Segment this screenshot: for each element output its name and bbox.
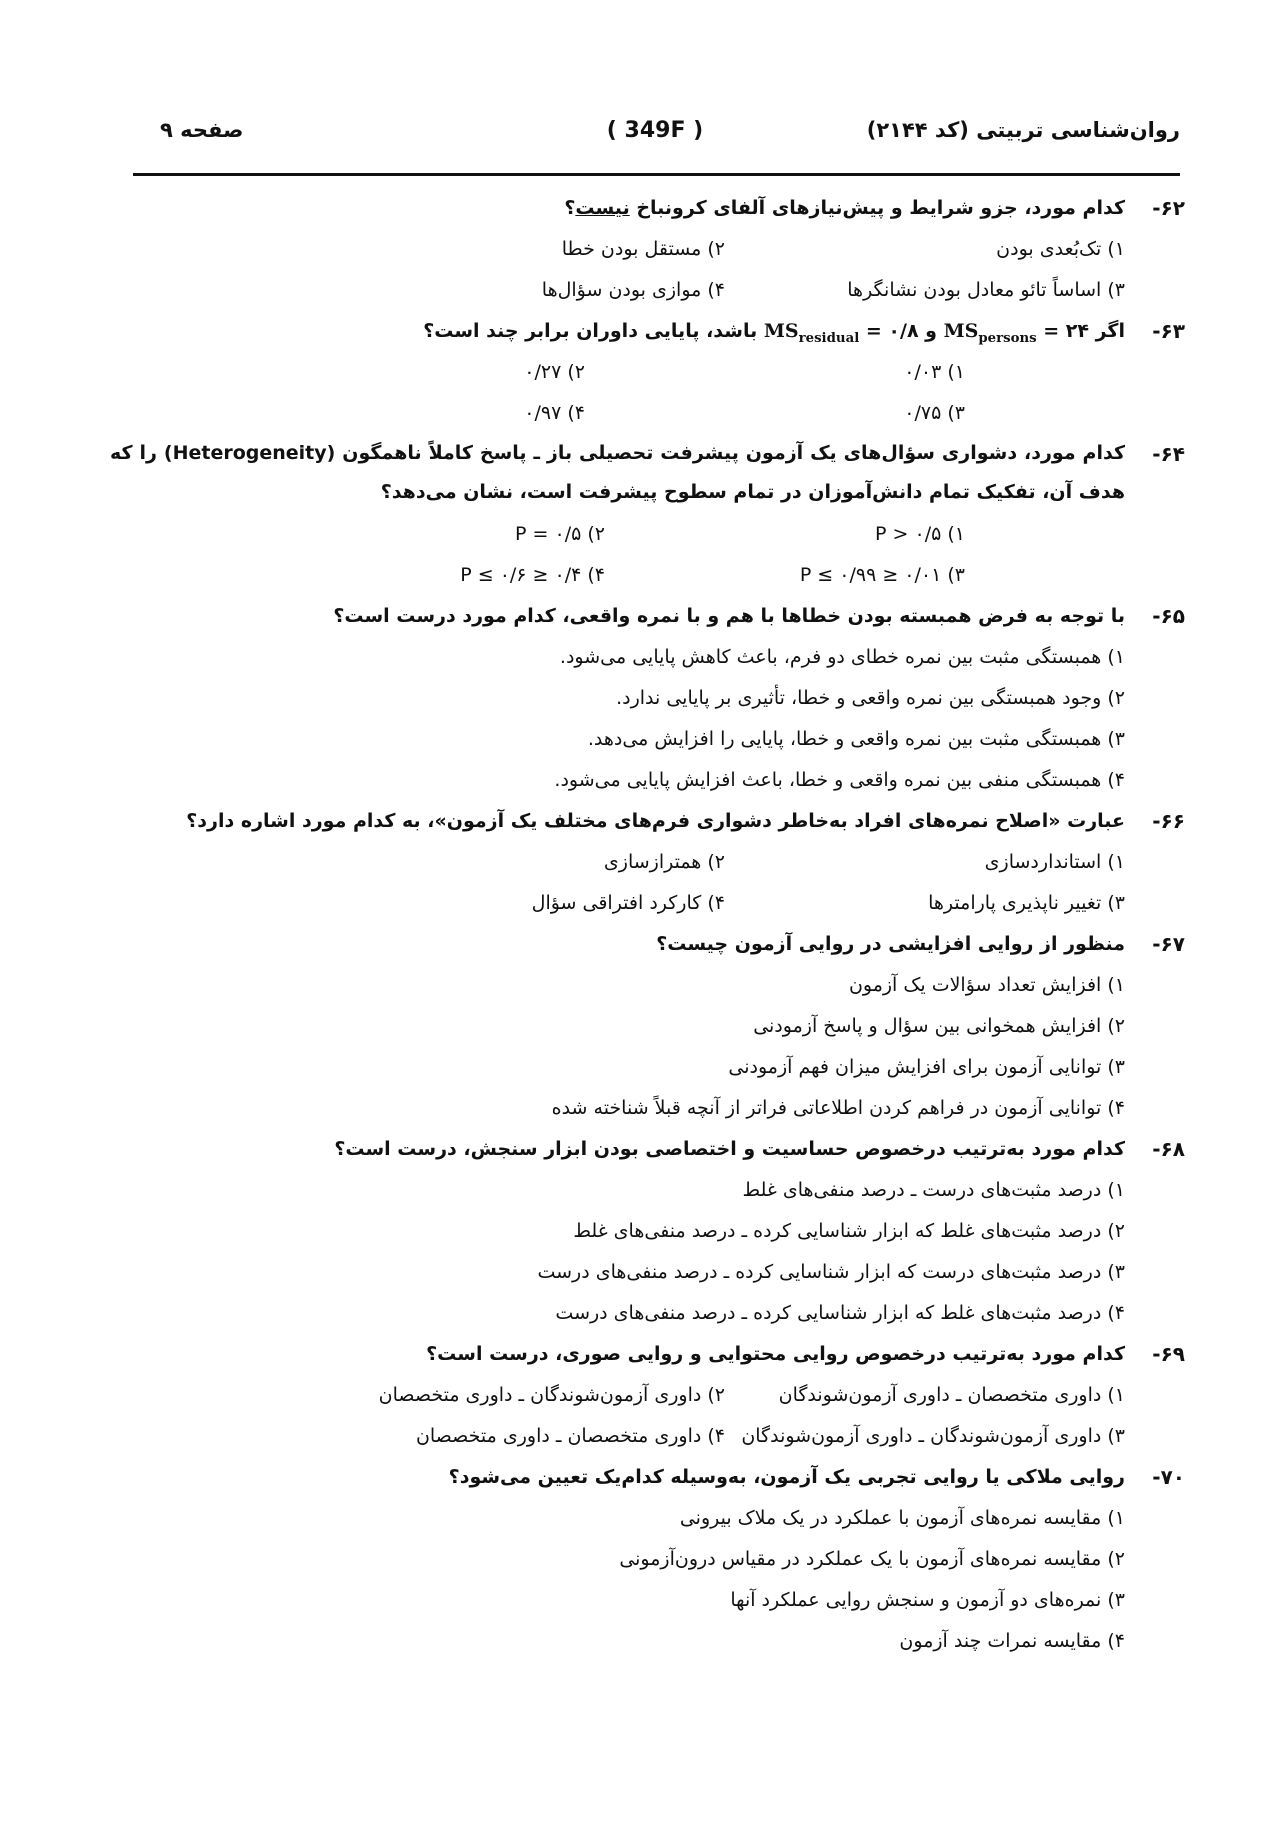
option-1[interactable]: ۱) ۰/۵ < P (875, 523, 965, 545)
option-2[interactable]: ۲) درصد مثبت‌های غلط که ابزار شناسایی کرده ـ درصد منفی‌های غلط (573, 1220, 1125, 1242)
question-number: ۶۹- (1152, 1342, 1185, 1366)
option-1[interactable]: ۱) همبستگی مثبت بین نمره خطای دو فرم، باعث کاهش پایایی می‌شود. (559, 646, 1125, 668)
option-2[interactable]: ۲) P = ۰/۵ (515, 523, 605, 545)
option-3[interactable]: ۳) همبستگی مثبت بین نمره واقعی و خطا، پایایی را افزایش می‌دهد. (587, 728, 1125, 750)
option-2[interactable]: ۲) داوری آزمون‌شوندگان ـ داوری متخصصان (378, 1384, 725, 1406)
question-text: کدام مورد به‌ترتیب درخصوص حساسیت و اختصاصی بودن ابزار سنجش، درست است؟ (334, 1138, 1125, 1160)
question-text: کدام مورد، جزو شرایط و پیش‌نیازهای آلفای کرونباخ نیست؟ (564, 197, 1125, 219)
option-2[interactable]: ۲) همترازسازی (603, 851, 725, 873)
question-text: اگر ۲۴ = $MS_{persons}$ و ۰/۸ = $MS_{residual}$ باشد، پایایی داوران برابر چند است؟ (423, 311, 1125, 359)
option-4[interactable]: ۴) درصد مثبت‌های غلط که ابزار شناسایی کرده ـ درصد منفی‌های درست (555, 1302, 1125, 1324)
question-number: ۶۴- (1152, 442, 1185, 466)
option-4[interactable]: ۴) توانایی آزمون در فراهم کردن اطلاعاتی فراتر از آنچه قبلاً شناخته شده (551, 1097, 1125, 1119)
option-4[interactable]: ۴) ۰/۴ ≤ P ≤ ۰/۶ (460, 564, 605, 586)
course-title: روان‌شناسی تربیتی (کد ۲۱۴۴) (866, 118, 1180, 142)
question-number: ۷۰- (1152, 1465, 1185, 1489)
option-1[interactable]: ۱) درصد مثبت‌های درست ـ درصد منفی‌های غلط (742, 1179, 1125, 1201)
question-number: ۶۸- (1152, 1137, 1185, 1161)
option-1[interactable]: ۱) مقایسه نمره‌های آزمون با عملکرد در یک ملاک بیرونی (679, 1507, 1125, 1529)
option-3[interactable]: ۳) توانایی آزمون برای افزایش میزان فهم آزمودنی (728, 1056, 1125, 1078)
question-68 (110, 1129, 1185, 1334)
question-text: عبارت «اصلاح نمره‌های افراد به‌خاطر دشواری فرم‌های مختلف یک آزمون»، به کدام مورد اشاره دارد؟ (186, 810, 1125, 832)
negation-word: نیست (575, 197, 630, 219)
option-3[interactable]: ۳) اساساً تائو معادل بودن نشانگرها (847, 279, 1125, 301)
question-number: ۶۷- (1152, 932, 1185, 956)
ms-persons-symbol: $MS_{persons}$ (943, 320, 1037, 346)
ms-residual-symbol: $MS_{residual}$ (763, 320, 860, 346)
option-4[interactable]: ۴) مقایسه نمرات چند آزمون (899, 1630, 1125, 1652)
option-3[interactable]: ۳) تغییر ناپذیری پارامترها (928, 892, 1125, 914)
option-1[interactable]: ۱) تک‌بُعدی بودن (996, 238, 1125, 260)
question-text: روایی ملاکی یا روایی تجربی یک آزمون، به‌وسیله کدام‌یک تعیین می‌شود؟ (448, 1466, 1125, 1488)
question-number: ۶۵- (1152, 604, 1185, 628)
option-4[interactable]: ۴) موازی بودن سؤال‌ها (541, 279, 725, 301)
question-63 (110, 311, 1185, 434)
option-4[interactable]: ۴) ۰/۹۷ (524, 402, 585, 424)
option-4[interactable]: ۴) کارکرد افتراقی سؤال (531, 892, 725, 914)
question-number: ۶۶- (1152, 809, 1185, 833)
question-64 (110, 434, 1185, 596)
question-69 (110, 1334, 1185, 1457)
question-70 (110, 1457, 1185, 1662)
questions-list (110, 188, 1185, 1662)
option-3[interactable]: ۳) درصد مثبت‌های درست که ابزار شناسایی کرده ـ درصد منفی‌های درست (537, 1261, 1125, 1283)
option-2[interactable]: ۲) وجود همبستگی بین نمره واقعی و خطا، تأثیری بر پایایی ندارد. (616, 687, 1125, 709)
page-number: صفحه ۹ (160, 118, 244, 142)
booklet-code: ( 349F ) (606, 118, 704, 143)
option-2[interactable]: ۲) افزایش همخوانی بین سؤال و پاسخ آزمودنی (753, 1015, 1125, 1037)
question-number: ۶۲- (1152, 196, 1185, 220)
question-text: کدام مورد، دشواری سؤال‌های یک آزمون پیشرفت تحصیلی باز ـ پاسخ کاملاً ناهمگون (Heterogeneity) را که هدف آن، تفکیک تمام دانش‌آموزان در تمام سطوح پیشرفت است، نشان می‌دهد؟ (110, 442, 1126, 503)
option-3[interactable]: ۳) ۰/۷۵ (904, 402, 965, 424)
option-2[interactable]: ۲) مقایسه نمره‌های آزمون با یک عملکرد در مقیاس درون‌آزمونی (619, 1548, 1125, 1570)
question-66 (110, 801, 1185, 924)
option-2[interactable]: ۲) ۰/۲۷ (524, 361, 585, 383)
question-text: منظور از روایی افزایشی در روایی آزمون چیست؟ (656, 933, 1125, 955)
option-4[interactable]: ۴) داوری متخصصان ـ داوری متخصصان (415, 1425, 725, 1447)
option-3[interactable]: ۳) داوری آزمون‌شوندگان ـ داوری آزمون‌شوندگان (741, 1425, 1125, 1447)
question-62 (110, 188, 1185, 311)
option-2[interactable]: ۲) مستقل بودن خطا (561, 238, 725, 260)
option-1[interactable]: ۱) ۰/۰۳ (904, 361, 965, 383)
option-1[interactable]: ۱) استانداردسازی (984, 851, 1125, 873)
option-4[interactable]: ۴) همبستگی منفی بین نمره واقعی و خطا، باعث افزایش پایایی می‌شود. (554, 769, 1125, 791)
question-text: کدام مورد به‌ترتیب درخصوص روایی محتوایی و روایی صوری، درست است؟ (426, 1343, 1125, 1365)
question-text: با توجه به فرض همبسته بودن خطاها با هم و با نمره واقعی، کدام مورد درست است؟ (333, 605, 1125, 627)
header-divider (133, 173, 1180, 176)
option-3[interactable]: ۳) نمره‌های دو آزمون و سنجش روایی عملکرد آنها (730, 1589, 1125, 1611)
option-1[interactable]: ۱) داوری متخصصان ـ داوری آزمون‌شوندگان (778, 1384, 1125, 1406)
question-67 (110, 924, 1185, 1129)
option-3[interactable]: ۳) ۰/۰۱ ≤ P ≤ ۰/۹۹ (799, 564, 965, 586)
question-number: ۶۳- (1152, 319, 1185, 343)
page-header (130, 118, 1180, 158)
question-65 (110, 596, 1185, 801)
option-1[interactable]: ۱) افزایش تعداد سؤالات یک آزمون (848, 974, 1125, 996)
